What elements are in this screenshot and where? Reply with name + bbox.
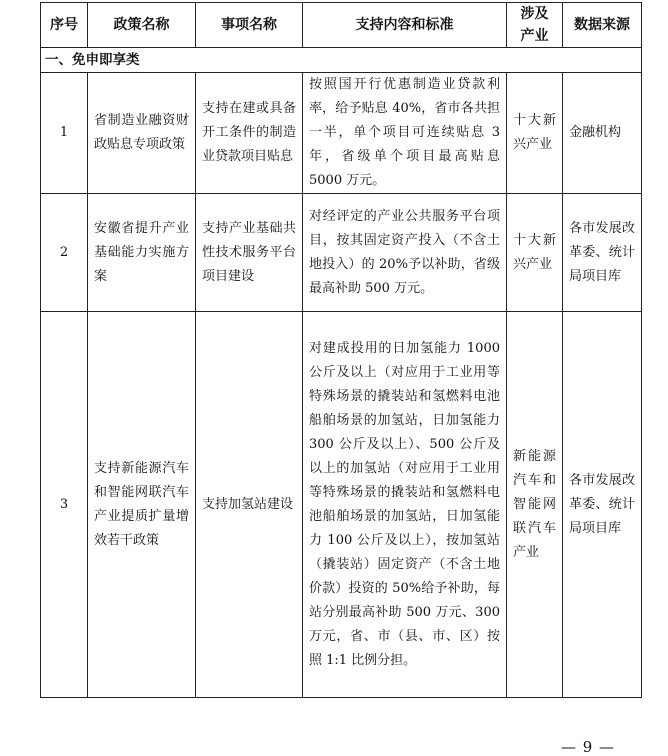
header-index: 序号	[41, 3, 88, 48]
header-item-name: 事项名称	[196, 3, 303, 48]
industry-cell: 十大新兴产业	[507, 194, 563, 312]
table-row	[41, 312, 642, 698]
industry-cell: 新能源汽车和智能网联汽车产业	[507, 312, 563, 698]
header-industry: 涉及 产业	[507, 3, 563, 48]
item-name-cell: 支持加氢站建设	[196, 312, 303, 698]
section-row	[41, 48, 642, 73]
table-row	[41, 194, 642, 312]
policy-name-cell: 安徽省提升产业基础能力实施方案	[88, 194, 196, 312]
section-title: 一、免申即享类	[41, 48, 642, 73]
policy-name-cell: 支持新能源汽车和智能网联汽车产业提质扩量增效若干政策	[88, 312, 196, 698]
table-row	[41, 73, 642, 194]
row-number: 3	[41, 312, 88, 698]
data-source-cell: 各市发展改革委、统计局项目库	[563, 312, 642, 698]
data-source-cell: 各市发展改革委、统计局项目库	[563, 194, 642, 312]
support-content-cell: 对经评定的产业公共服务平台项目，按其固定资产投入（不含土地投入）的 20%予以补助，省级最高补助 500 万元。	[303, 194, 507, 312]
header-policy-name: 政策名称	[88, 3, 196, 48]
row-number: 2	[41, 194, 88, 312]
page-number: — 9 —	[560, 738, 616, 756]
header-support-content: 支持内容和标准	[303, 3, 507, 48]
item-name-cell: 支持产业基础共性技术服务平台项目建设	[196, 194, 303, 312]
policy-name-cell: 省制造业融资财政贴息专项政策	[88, 73, 196, 194]
header-data-source: 数据来源	[563, 3, 642, 48]
item-name-cell: 支持在建或具备开工条件的制造业贷款项目贴息	[196, 73, 303, 194]
support-content-cell: 按照国开行优惠制造业贷款利率，给予贴息 40%，省市各共担一半，单个项目可连续贴息 3 年，省级单个项目最高贴息 5000 万元。	[303, 73, 507, 194]
table-header-row	[41, 3, 642, 48]
support-content-cell: 对建成投用的日加氢能力 1000 公斤及以上（对应用于工业用等特殊场景的撬装站和氢燃料电池船舶场景的加氢站，日加氢能力 300 公斤及以上）、500 公斤及以上的加氢站（对应用于工业用等特殊场景的撬装站和氢燃料电池船舶场景的加氢站，日加氢能力 100 公斤及以上），按加氢站（撬装站）固定资产（不含土地价款）投资的 50%给予补助，每站分别最高补助 500 万元、300 万元，省、市（县、市、区）按照 1:1 比例分担。	[303, 312, 507, 698]
row-number: 1	[41, 73, 88, 194]
policy-table	[40, 2, 642, 698]
data-source-cell: 金融机构	[563, 73, 642, 194]
industry-cell: 十大新兴产业	[507, 73, 563, 194]
